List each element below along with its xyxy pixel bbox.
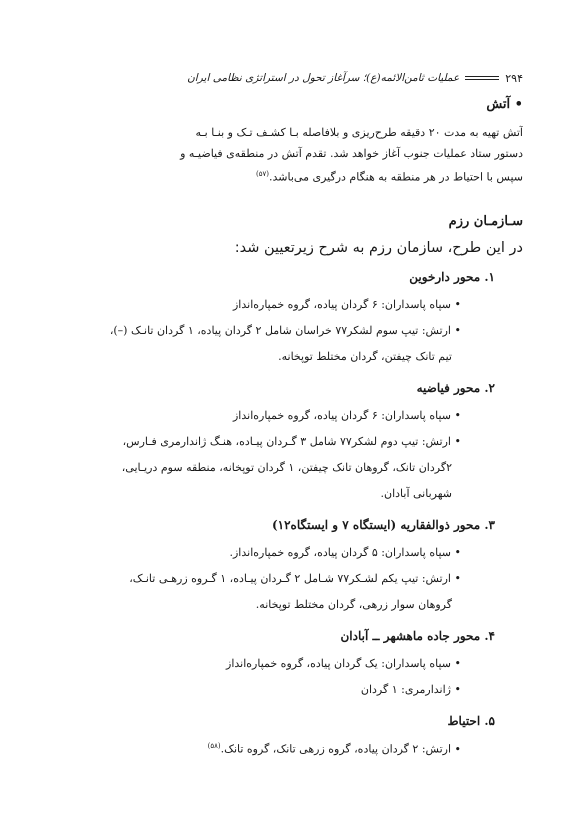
fire-heading: • آتش <box>486 97 523 112</box>
axis-1-item-2-cont: تیم تانک چیفتن، گردان مختلط توپخانه. <box>278 350 452 363</box>
fire-line-1: آتش تهیه به مدت ۲۰ دقیقه طرح‌ریزی و بلافاصله بـا کشـف تـک و بنـا بـه <box>195 126 523 139</box>
running-header <box>120 68 523 88</box>
axis-5-item-1: • ارتش: ۲ گردان پیاده، گروه زرهی تانک، گروه تانک.$^{(۵۸)}$ <box>208 742 461 756</box>
header-rule <box>465 76 499 80</box>
battle-org-heading: سـازمـان رزم <box>448 214 523 229</box>
axis-2-item-1: • سپاه پاسداران: ۶ گردان پیاده، گروه خمپاره‌انداز <box>233 409 461 422</box>
axis-3-item-1: • سپاه پاسداران: ۵ گردان پیاده، گروه خمپاره‌انداز. <box>230 546 462 559</box>
footnote-57: (۵۷) <box>256 170 270 178</box>
running-title: عملیات ثامن‌الائمه(ع)؛ سرآغاز تحول در استراتژی نظامی ایران <box>187 72 460 84</box>
fire-paragraph <box>58 122 523 188</box>
axis-1-item-1: • سپاه پاسداران: ۶ گردان پیاده، گروه خمپاره‌انداز <box>233 298 461 311</box>
battle-org-intro: در این طرح، سازمان رزم به شرح زیرتعیین شد: <box>234 240 523 256</box>
axis-2-item-2: • ارتش: تیپ دوم لشکر۷۷ شامل ۳ گـردان پیـاده، هنـگ ژاندارمری فـارس، <box>123 435 461 448</box>
axis-2-item-2-cont-2: شهربانی آبادان. <box>380 487 452 500</box>
axis-5-heading: ۵. احتیاط <box>447 714 495 728</box>
axis-1-heading: ۱. محور دارخوین <box>409 270 495 284</box>
fire-line-2: دستور ستاد عملیات جنوب آغاز خواهد شد. تقدم آتش در منطقه‌ی فیاضیـه و <box>180 147 523 160</box>
axis-1-item-2: • ارتش: تیپ سوم لشکر۷۷ خراسان شامل ۲ گردان پیاده، ۱ گردان تانـک (–)، <box>110 324 461 337</box>
axis-2-heading: ۲. محور فیاضیه <box>416 381 495 395</box>
axis-4-item-2: • ژاندارمری: ۱ گردان <box>361 683 461 696</box>
axis-2-item-2-cont-1: ۲گردان تانک، گروهان تانک چیفتن، ۱ گردان توپخانه، منطقه سوم دریـایی، <box>121 461 452 474</box>
axis-4-item-1: • سپاه پاسداران: یک گردان پیاده، گروه خمپاره‌انداز <box>226 657 461 670</box>
axis-4-heading: ۴. محور جاده ماهشهر ــ آبادان <box>340 629 495 643</box>
footnote-58: (۵۸) <box>207 742 221 750</box>
axis-3-item-2: • ارتش: تیپ یکم لشـکر۷۷ شـامل ۲ گـردان پیـاده، ۱ گـروه زرهـی تانـک، <box>129 572 461 585</box>
axis-3-heading: ۳. محور ذوالفقاریه (ایستگاه ۷ و ایستگاه۱۲) <box>271 518 495 532</box>
axis-3-item-2-cont: گروهان سوار زرهی، گردان مختلط توپخانه. <box>255 598 452 611</box>
fire-line-3: سپس با احتیاط در هر منطقه به هنگام درگیری می‌باشد.$^{(۵۷)}$ <box>256 170 523 184</box>
page-number: ۲۹۴ <box>505 71 523 85</box>
